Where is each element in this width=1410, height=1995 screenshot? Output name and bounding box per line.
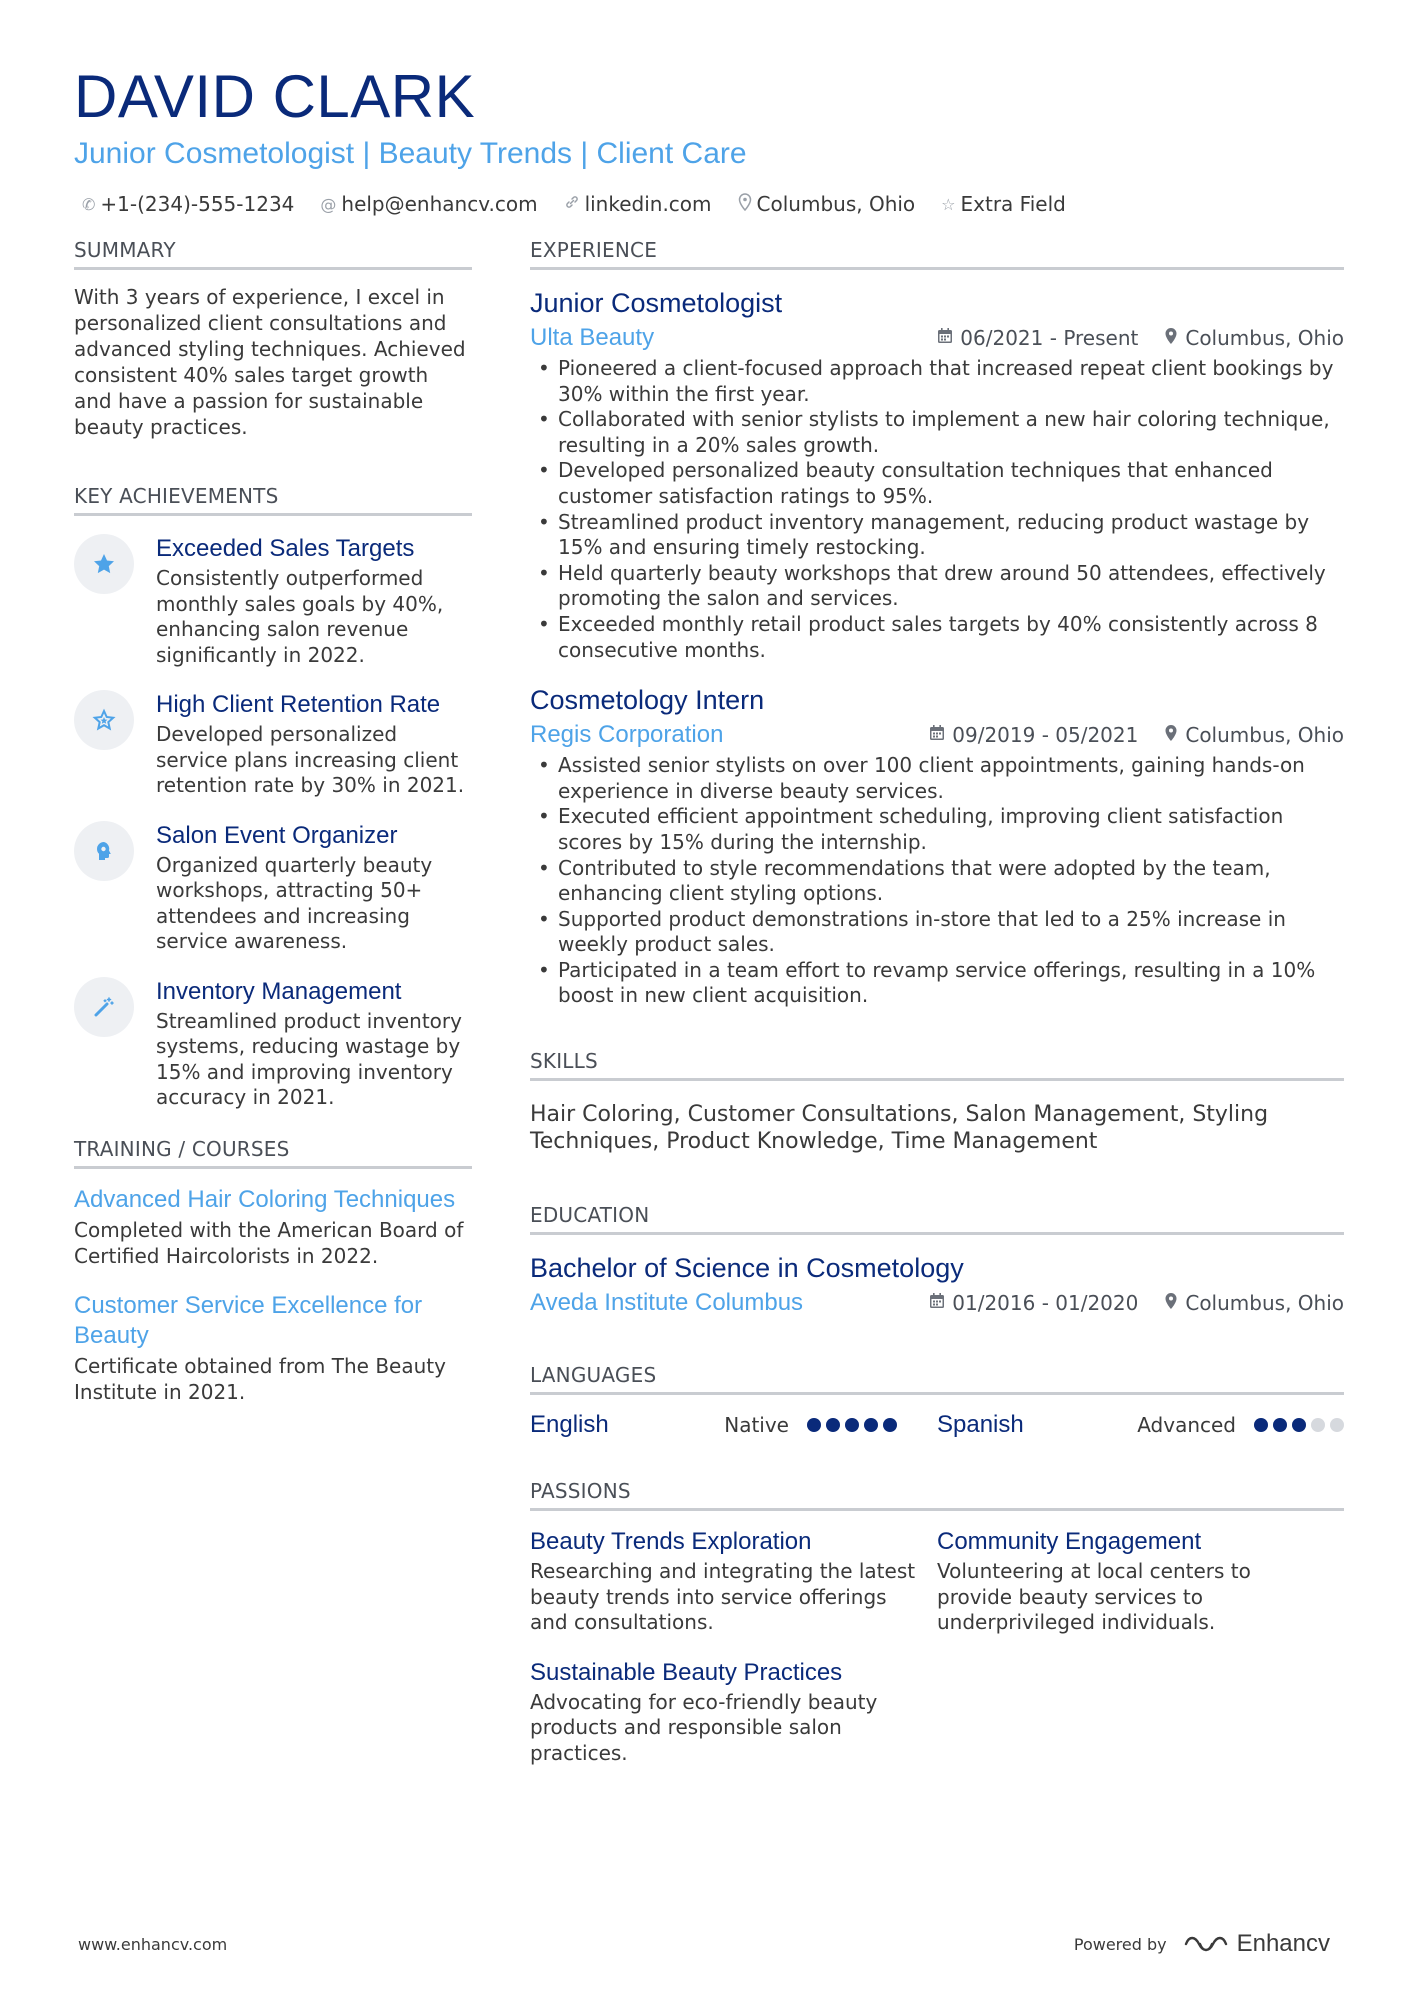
brand-name: Enhancv [1236, 1930, 1330, 1957]
education-heading: EDUCATION [530, 1203, 1344, 1235]
languages-list [530, 1411, 1344, 1439]
passions-heading: PASSIONS [530, 1479, 1344, 1511]
job-location [1164, 723, 1344, 747]
passion-title: Beauty Trends Exploration [530, 1528, 812, 1556]
contact-extra [941, 192, 1066, 216]
education-location [1164, 1291, 1344, 1315]
left-column [74, 238, 472, 1419]
training-section [74, 1137, 472, 1405]
job-location [1164, 326, 1344, 350]
skills-text: Hair Coloring, Customer Consultations, Salon Management, Styling Techniques, Product Knowledge, Time Management [530, 1102, 1269, 1155]
calendar-icon [929, 1292, 945, 1314]
languages-heading: LANGUAGES [530, 1363, 1344, 1395]
degree-title: Bachelor of Science in Cosmetology [530, 1253, 964, 1284]
job-bullet: • Assisted senior stylists on over 100 client appointments, gaining hands-on experience in diverse beauty services. [530, 753, 1344, 804]
language-item [937, 1411, 1344, 1439]
language-level: Advanced [1137, 1413, 1236, 1438]
passion-item [530, 1658, 937, 1767]
job-dates-text: 09/2019 - 05/2021 [952, 723, 1139, 748]
contact-email[interactable] [320, 192, 537, 216]
education-meta [530, 1289, 1344, 1317]
language-name: Spanish [937, 1411, 1024, 1439]
languages-section [530, 1363, 1344, 1439]
contact-phone[interactable] [82, 192, 294, 216]
rating-dot-empty [1330, 1418, 1344, 1432]
link-icon [564, 194, 580, 214]
job-title: Cosmetology Intern [530, 685, 765, 716]
magic-wand-icon [74, 977, 134, 1037]
job-bullet: • Collaborated with senior stylists to implement a new hair coloring technique, resulting in a 20% sales growth. [530, 407, 1344, 458]
course-desc: Certificate obtained from The Beauty Institute in 2021. [74, 1353, 446, 1404]
achievement-item [74, 821, 472, 955]
achievement-item [74, 977, 472, 1111]
footer-website[interactable]: www.enhancv.com [78, 1934, 228, 1954]
experience-section [530, 238, 1344, 1009]
powered-by [1074, 1930, 1330, 1958]
rating-dot-filled [864, 1418, 878, 1432]
location-pin-icon [1164, 1292, 1178, 1315]
calendar-icon [929, 724, 945, 746]
language-rating [1254, 1418, 1344, 1432]
job-bullet: • Exceeded monthly retail product sales targets by 40% consistently across 8 consecutive months. [530, 612, 1344, 663]
achievement-title: Inventory Management [156, 977, 402, 1005]
phone-text: +1-(234)-555-1234 [100, 192, 295, 216]
course-desc: Completed with the American Board of Certified Haircolorists in 2022. [74, 1217, 464, 1268]
passions-section [530, 1479, 1344, 1788]
location-pin-icon [1164, 327, 1178, 350]
achievement-desc: Streamlined product inventory systems, reducing wastage by 15% and improving inventory accuracy in 2021. [156, 1008, 462, 1109]
job-title: Junior Cosmetologist [530, 288, 783, 318]
contact-bar [74, 192, 1344, 216]
education-dates-text: 01/2016 - 01/2020 [952, 1291, 1139, 1316]
education-location-text: Columbus, Ohio [1185, 1291, 1344, 1316]
language-item [530, 1411, 937, 1439]
job-bullets [530, 356, 1344, 663]
location-text: Columbus, Ohio [756, 192, 916, 216]
passion-item [530, 1527, 937, 1636]
skills-section [530, 1049, 1344, 1155]
job-location-text: Columbus, Ohio [1185, 723, 1344, 748]
email-text: help@enhancv.com [341, 192, 538, 216]
star-outline-icon [74, 690, 134, 750]
training-heading: TRAINING / COURSES [74, 1137, 472, 1169]
candidate-name: DAVID CLARK [74, 63, 476, 130]
experience-heading: EXPERIENCE [530, 238, 1344, 270]
achievement-item [74, 534, 472, 668]
achievement-title: Exceeded Sales Targets [156, 535, 415, 562]
candidate-headline: Junior Cosmetologist | Beauty Trends | Client Care [74, 137, 747, 170]
passion-desc: Researching and integrating the latest beauty trends into service offerings and consultations. [530, 1559, 916, 1635]
achievements-section [74, 484, 472, 1111]
rating-dot-filled [883, 1418, 897, 1432]
job-meta [530, 721, 1344, 749]
rating-dot-empty [1311, 1418, 1325, 1432]
achievement-title: Salon Event Organizer [156, 821, 398, 849]
passion-title: Sustainable Beauty Practices [530, 1658, 843, 1686]
powered-by-label: Powered by [1073, 1934, 1167, 1954]
rating-dot-filled [1292, 1418, 1306, 1432]
course-title: Customer Service Excellence for Beauty [74, 1291, 423, 1349]
job-location-text: Columbus, Ohio [1185, 326, 1344, 350]
achievements-heading: KEY ACHIEVEMENTS [74, 484, 472, 516]
achievement-item [74, 690, 472, 799]
achievement-desc: Organized quarterly beauty workshops, attracting 50+ attendees and increasing service awareness. [156, 852, 433, 953]
summary-section [74, 238, 472, 440]
job-bullet: • Contributed to style recommendations that were adopted by the team, enhancing client styling options. [530, 856, 1344, 907]
job-meta [530, 324, 1344, 352]
passion-item [937, 1527, 1344, 1636]
rating-dot-filled [845, 1418, 859, 1432]
job-bullet: • Supported product demonstrations in-store that led to a 25% increase in weekly product sales. [530, 907, 1344, 958]
rating-dot-filled [1273, 1418, 1287, 1432]
job-dates [929, 723, 1138, 747]
rating-dot-filled [807, 1418, 821, 1432]
linkedin-text: linkedin.com [584, 192, 712, 216]
job-bullets [530, 753, 1344, 1009]
job-bullet: • Streamlined product inventory management, reducing product wastage by 15% and ensuring timely restocking. [530, 510, 1344, 561]
school-name: Aveda Institute Columbus [530, 1289, 804, 1317]
phone-icon: ✆ [82, 194, 96, 214]
at-icon: @ [320, 194, 337, 214]
summary-heading: SUMMARY [74, 238, 472, 270]
location-pin-icon [1164, 724, 1178, 747]
job-bullet: • Held quarterly beauty workshops that drew around 50 attendees, effectively promoting the salon and services. [530, 561, 1344, 612]
rating-dot-filled [1254, 1418, 1268, 1432]
language-level: Native [724, 1413, 789, 1438]
star-icon [74, 534, 134, 594]
contact-linkedin[interactable] [564, 192, 712, 216]
star-outline-icon: ☆ [941, 194, 956, 214]
idea-head-icon [74, 821, 134, 881]
page-footer [78, 1930, 1330, 1958]
company-name: Regis Corporation [530, 721, 724, 749]
passion-desc: Advocating for eco-friendly beauty products and responsible salon practices. [530, 1689, 878, 1765]
passions-list [530, 1527, 1344, 1788]
enhancv-logo-icon [1183, 1933, 1229, 1955]
contact-location [738, 192, 916, 216]
resume-header [74, 62, 1344, 216]
job-bullet: • Pioneered a client-focused approach that increased repeat client bookings by 30% within the first year. [530, 356, 1344, 407]
location-pin-icon [738, 193, 752, 215]
job-entry [530, 683, 1344, 1009]
job-dates-text: 06/2021 - Present [960, 326, 1139, 350]
job-entry [530, 286, 1344, 663]
job-bullet: • Developed personalized beauty consultation techniques that enhanced customer satisfaction ratings to 95%. [530, 458, 1344, 509]
company-name: Ulta Beauty [530, 324, 655, 351]
summary-text: With 3 years of experience, I excel in personalized client consultations and advanced styling techniques. Achieved consistent 40% sales target growth and have a passion for sustainable beauty practices. [74, 285, 466, 439]
education-dates [929, 1291, 1138, 1315]
language-rating [807, 1418, 897, 1432]
achievement-desc: Consistently outperformed monthly sales goals by 40%, enhancing salon revenue significantly in 2022. [156, 566, 444, 667]
extra-text: Extra Field [960, 192, 1066, 216]
education-section [530, 1203, 1344, 1317]
job-bullet: • Executed efficient appointment scheduling, improving client satisfaction scores by 15% during the internship. [530, 804, 1344, 855]
job-dates [937, 326, 1138, 350]
skills-heading: SKILLS [530, 1049, 1344, 1081]
rating-dot-filled [826, 1418, 840, 1432]
course-title: Advanced Hair Coloring Techniques [74, 1185, 456, 1213]
language-name: English [530, 1411, 609, 1439]
job-bullet: • Participated in a team effort to revamp service offerings, resulting in a 10% boost in new client acquisition. [530, 958, 1344, 1009]
passion-desc: Volunteering at local centers to provide beauty services to underprivileged individuals. [937, 1559, 1251, 1635]
brand-logo[interactable] [1183, 1930, 1330, 1958]
right-column [530, 238, 1344, 1788]
achievement-desc: Developed personalized service plans increasing client retention rate by 30% in 2021. [156, 722, 465, 797]
passion-title: Community Engagement [937, 1528, 1202, 1556]
calendar-icon [937, 327, 953, 349]
achievement-title: High Client Retention Rate [156, 691, 441, 718]
